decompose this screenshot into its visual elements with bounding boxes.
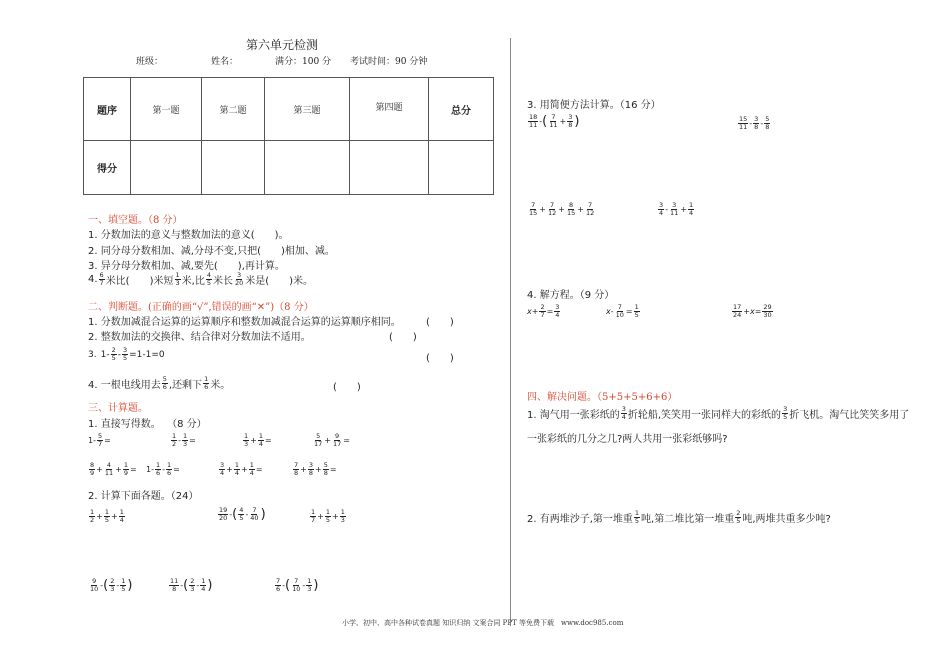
calc-expr: $\frac{11}{8}$ - ( $\frac{2}{3}$ - $\frac{1}{4}$ ) [170, 577, 213, 593]
equation: x - $\frac{7}{10}$ = $\frac{1}{5}$ [606, 303, 639, 319]
page-footer: 小学、初中、高中各种试卷真题 知识归纳 文案合同 PPT 等免费下载 www.doc985.com [342, 619, 624, 627]
page-title: 第六单元检测 [246, 38, 319, 52]
score-table [83, 77, 494, 195]
judge-q1-answer[interactable]: ( ) [426, 317, 454, 328]
judge-q3: 3. 1- $\frac{2}{5}$ - $\frac{3}{5}$ =1-1=0 [88, 346, 165, 362]
calc-expr: 1- $\frac{1}{6}$ - $\frac{1}{6}$ = [146, 461, 180, 477]
calc-expr: $\frac{18}{11}$ - ( $\frac{7}{11}$ + $\frac{3}{8}$ ) [529, 113, 580, 129]
calc-expr: $\frac{1}{2}$ + $\frac{1}{5}$ + $\frac{1}{4}$ [90, 508, 124, 524]
score-cell[interactable] [429, 141, 494, 195]
score-table-header-cell: 第四题 [350, 78, 429, 141]
calc-q3-title: 3. 用简便方法计算。（16 分） [527, 100, 661, 111]
section-3-title: 三、计算题。 [88, 403, 148, 414]
problem-2: 2. 有两堆沙子,第一堆重 $\frac{1}{5}$ 吨,第二堆比第一堆重 $\frac{2}{5}$ 吨,两堆共重多少吨? [527, 509, 831, 525]
class-label: 班级： [136, 57, 164, 67]
calc-expr: $\frac{3}{4}$ - $\frac{3}{11}$ + $\frac{1}{4}$ [659, 201, 694, 217]
equation: x + $\frac{2}{7}$ = $\frac{3}{4}$ [527, 303, 560, 319]
judge-q1: 1. 分数加减混合运算的运算顺序和整数加减混合运算的运算顺序相同。 [88, 317, 401, 328]
fill-q3: 3. 异分母分数相加、减,要先( ),再计算。 [88, 261, 285, 272]
equation: $\frac{17}{24}$ + x = $\frac{29}{30}$ [733, 303, 772, 319]
name-label: 姓名： [211, 57, 239, 67]
score-cell[interactable] [202, 141, 265, 195]
exam-time: 考试时间：90 分钟 [350, 57, 428, 67]
calc-expr: $\frac{1}{3}$ + $\frac{1}{4}$ = [244, 432, 272, 448]
fill-q2: 2. 同分母分数相加、减,分母不变,只把( )相加、减。 [88, 246, 335, 257]
calc-expr: $\frac{3}{4}$ + $\frac{1}{4}$ + $\frac{1}{4}$ = [220, 461, 263, 477]
calc-expr: $\frac{1}{7}$ + $\frac{1}{5}$ + $\frac{1}{3}$ [311, 508, 345, 524]
score-cell[interactable] [265, 141, 350, 195]
judge-q2: 2. 整数加法的交换律、结合律对分数加法不适用。 [88, 332, 311, 343]
column-divider [510, 38, 511, 626]
score-table-header-cell: 总分 [429, 78, 494, 141]
judge-q3-answer[interactable]: ( ) [426, 353, 454, 364]
calc-q1-title: 1. 直接写得数。 （8 分） [88, 419, 207, 430]
score-cell[interactable] [350, 141, 429, 195]
calc-expr: $\frac{1}{2}$ - $\frac{1}{3}$ = [172, 432, 196, 448]
score-table-row-label: 得分 [84, 141, 131, 195]
section-2-title: 二、判断题。(正确的画“√”,错误的画“✕”)（8 分） [88, 302, 314, 313]
calc-expr: $\frac{8}{9}$ + $\frac{4}{11}$ + $\frac{1}{9}$ = [90, 461, 137, 477]
calc-expr: $\frac{19}{20}$ - ( $\frac{4}{5}$ - $\frac{7}{40}$ ) [219, 506, 266, 522]
fill-q1: 1. 分数加法的意义与整数加法的意义( )。 [88, 230, 289, 241]
calc-expr: $\frac{7}{15}$ + $\frac{7}{12}$ + $\frac{8}{15}$ + $\frac{7}{12}$ [529, 201, 595, 217]
judge-q4: 4. 一根电线用去 $\frac{5}{6}$ ,还剩下 $\frac{1}{6}$ 米。 [88, 375, 231, 391]
calc-expr: $\frac{7}{8}$ + $\frac{3}{8}$ + $\frac{5}{8}$ = [294, 461, 337, 477]
score-cell[interactable] [131, 141, 202, 195]
score-table-header-cell: 第二题 [202, 78, 265, 141]
section-1-title: 一、填空题。（8 分） [88, 215, 183, 226]
fill-q4: 4. $\frac{6}{7}$ 米比( )米短 $\frac{1}{3}$ 米,比 $\frac{4}{5}$ 米长 $\frac{3}{20}$ 米是( )米。 [88, 271, 314, 287]
calc-expr: 1- $\frac{5}{7}$ = [88, 432, 111, 448]
equation-title: 4. 解方程。（9 分） [527, 290, 615, 301]
section-4-title: 四、解决问题。（5+5+5+6+6） [527, 392, 678, 403]
calc-expr: $\frac{5}{17}$ + $\frac{9}{17}$ = [314, 432, 350, 448]
judge-q2-answer[interactable]: ( ) [389, 332, 417, 343]
full-score: 满分：100 分 [275, 57, 332, 67]
score-table-header-cell: 第一题 [131, 78, 202, 141]
calc-expr: $\frac{7}{6}$ - ( $\frac{7}{10}$ - $\frac{1}{3}$ ) [276, 577, 319, 593]
calc-q2-title: 2. 计算下面各题。（24） [88, 491, 199, 502]
problem-1: 1. 淘气用一张彩纸的 $\frac{3}{4}$ 折轮船,笑笑用一张同样大的彩纸的 $\frac{3}{5}$ 折飞机。淘气比笑笑多用了 [527, 405, 910, 421]
calc-expr: $\frac{15}{11}$ - $\frac{3}{8}$ - $\frac{5}{8}$ [739, 115, 770, 131]
score-table-header-cell: 第三题 [265, 78, 350, 141]
judge-q4-answer[interactable]: ( ) [333, 382, 361, 393]
score-table-header-cell: 题序 [84, 78, 131, 141]
calc-expr: $\frac{9}{10}$ - ( $\frac{2}{3}$ - $\frac{1}{5}$ ) [90, 577, 133, 593]
problem-1-line-2: 一张彩纸的几分之几?两人共用一张彩纸够吗? [527, 434, 728, 445]
